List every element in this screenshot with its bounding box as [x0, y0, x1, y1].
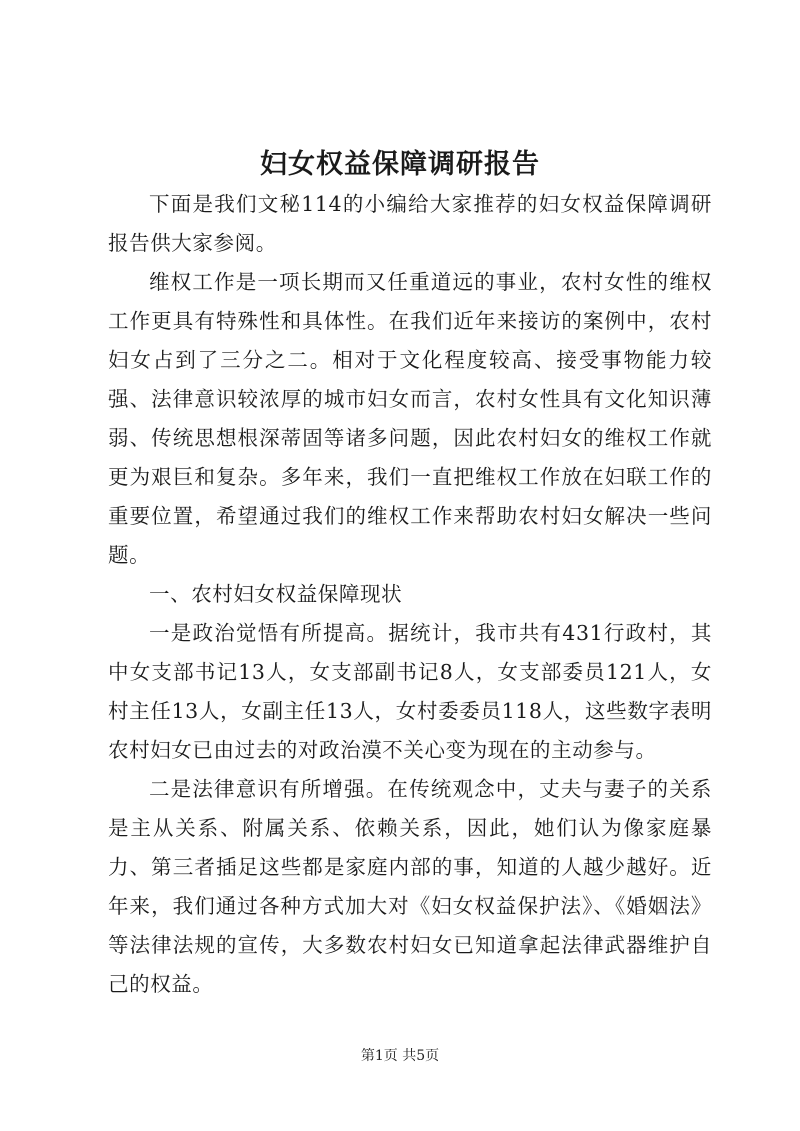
- document-body: [108, 185, 712, 1004]
- paragraph-political-awareness: 一是政治觉悟有所提高。据统计，我市共有431行政村，其中女支部书记13人，女支部副书记8人，女支部委员121人，女村主任13人，女副主任13人，女村委委员118人，这些数字表明农村妇女已由过去的对政治漠不关心变为现在的主动参与。: [108, 621, 712, 762]
- section-heading: 一、农村妇女权益保障现状: [149, 582, 403, 606]
- page-footer: 第1页 共5页: [360, 1048, 440, 1064]
- paragraph-background: 维权工作是一项长期而又任重道远的事业，农村女性的维权工作更具有特殊性和具体性。在我们近年来接访的案例中，农村妇女占到了三分之二。相对于文化程度较高、接受事物能力较强、法律意识较浓厚的城市妇女而言，农村女性具有文化知识薄弱、传统思想根深蒂固等诸多问题，因此农村妇女的维权工作就更为艰巨和复杂。多年来，我们一直把维权工作放在妇联工作的重要位置，希望通过我们的维权工作来帮助农村妇女解决一些问题。: [108, 270, 712, 567]
- document-title: 妇女权益保障调研报告: [260, 149, 540, 180]
- paragraph-legal-awareness: 二是法律意识有所增强。在传统观念中，丈夫与妻子的关系是主从关系、附属关系、依赖关系，因此，她们认为像家庭暴力、第三者插足这些都是家庭内部的事，知道的人越少越好。近年来，我们通过各种方式加大对《妇女权益保护法》、《婚姻法》等法律法规的宣传，大多数农村妇女已知道拿起法律武器维护自己的权益。: [108, 777, 712, 996]
- paragraph-intro: 下面是我们文秘114的小编给大家推荐的妇女权益保障调研报告供大家参阅。: [108, 192, 712, 255]
